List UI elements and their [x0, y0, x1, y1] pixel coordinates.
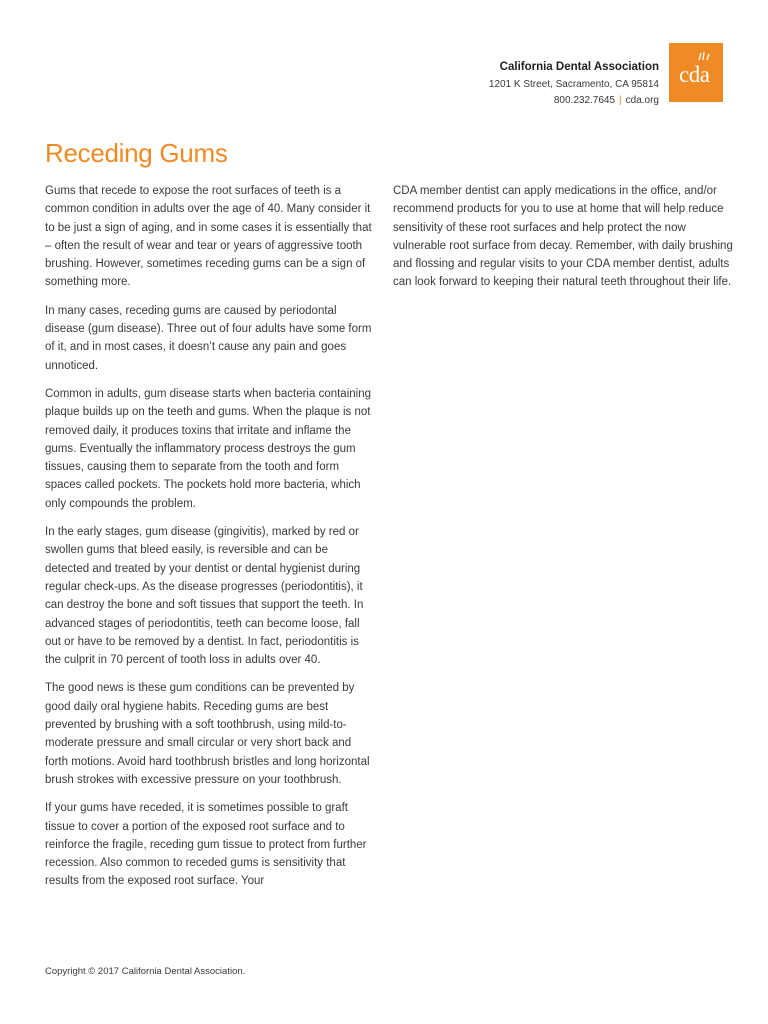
paragraph: CDA member dentist can apply medications in the office, and/or recommend products for you to use at home that will help reduce sensitivity of these root surfaces and help protect the now vulnerable root surface from decay. Remember, with daily brushing and flossing and regular visits to your CDA member dentist, adults can look forward to keeping their natural teeth throughout their life.	[393, 185, 733, 289]
cda-logo	[669, 43, 723, 102]
copyright-footer: Copyright © 2017 California Dental Association.	[45, 966, 246, 977]
paragraph: Gums that recede to expose the root surfaces of teeth is a common condition in adults over the age of 40. Many consider it to be just a sign of aging, and in some cases it is essentially that – often the result of wear and tear or years of aggressive tooth brushing. However, sometimes receding gums can be a sign of something more.	[45, 185, 372, 289]
org-address: 1201 K Street, Sacramento, CA 95814	[488, 79, 659, 90]
org-contact	[489, 93, 659, 109]
paragraph: The good news is these gum conditions can be prevented by good daily oral hygiene habits. Receding gums are best prevented by brushing with a soft toothbrush, using mild-to-moderate pressure and small circular or very short back and forth motions. Avoid hard toothbrush bristles and long horizontal brush strokes with excessive pressure on your toothbrush.	[45, 682, 370, 786]
paragraph: In the early stages, gum disease (gingivitis), marked by red or swollen gums that bleed easily, is reversible and can be detected and treated by your dentist or dental hygienist during regular check-ups. As the disease progresses (periodontitis), it can destroy the bone and soft tissues that support the teeth. In advanced stages of periodontitis, teeth can become loose, fall out or have to be removed by a dentist. In fact, periodontitis is the culprit in 70 percent of tooth loss in adults over 40.	[45, 526, 364, 667]
org-phone: 800.232.7645	[553, 95, 616, 106]
body-column-right	[393, 182, 738, 302]
paragraph: If your gums have receded, it is sometimes possible to graft tissue to cover a portion of the exposed root surface and to reinforce the fragile, receding gum tissue to protect from further recession. Also common to receded gums is sensitivity that results from the exposed root surface. Your	[45, 802, 367, 888]
logo-spark-icon	[698, 52, 710, 62]
paragraph: In many cases, receding gums are caused by periodontal disease (gum disease). Three out of four adults have some form of it, and in most cases, it doesn’t cause any pain and goes unnoticed.	[45, 304, 372, 372]
org-website: cda.org	[625, 95, 659, 106]
body-column-left	[45, 182, 375, 901]
organization-info	[489, 60, 659, 109]
paragraph: Common in adults, gum disease starts when bacteria containing plaque builds up on the teeth and gums. When the plaque is not removed daily, it produces toxins that irritate and inflame the gums. Eventually the inflammatory process destroys the gum tissues, causing them to separate from the tooth and form spaces called pockets. The pockets hold more bacteria, which only compounds the problem.	[45, 387, 372, 510]
org-name: California Dental Association	[499, 61, 659, 73]
page-title: Receding Gums	[45, 138, 228, 168]
contact-separator: |	[619, 95, 622, 106]
logo-text: cda	[679, 62, 710, 87]
